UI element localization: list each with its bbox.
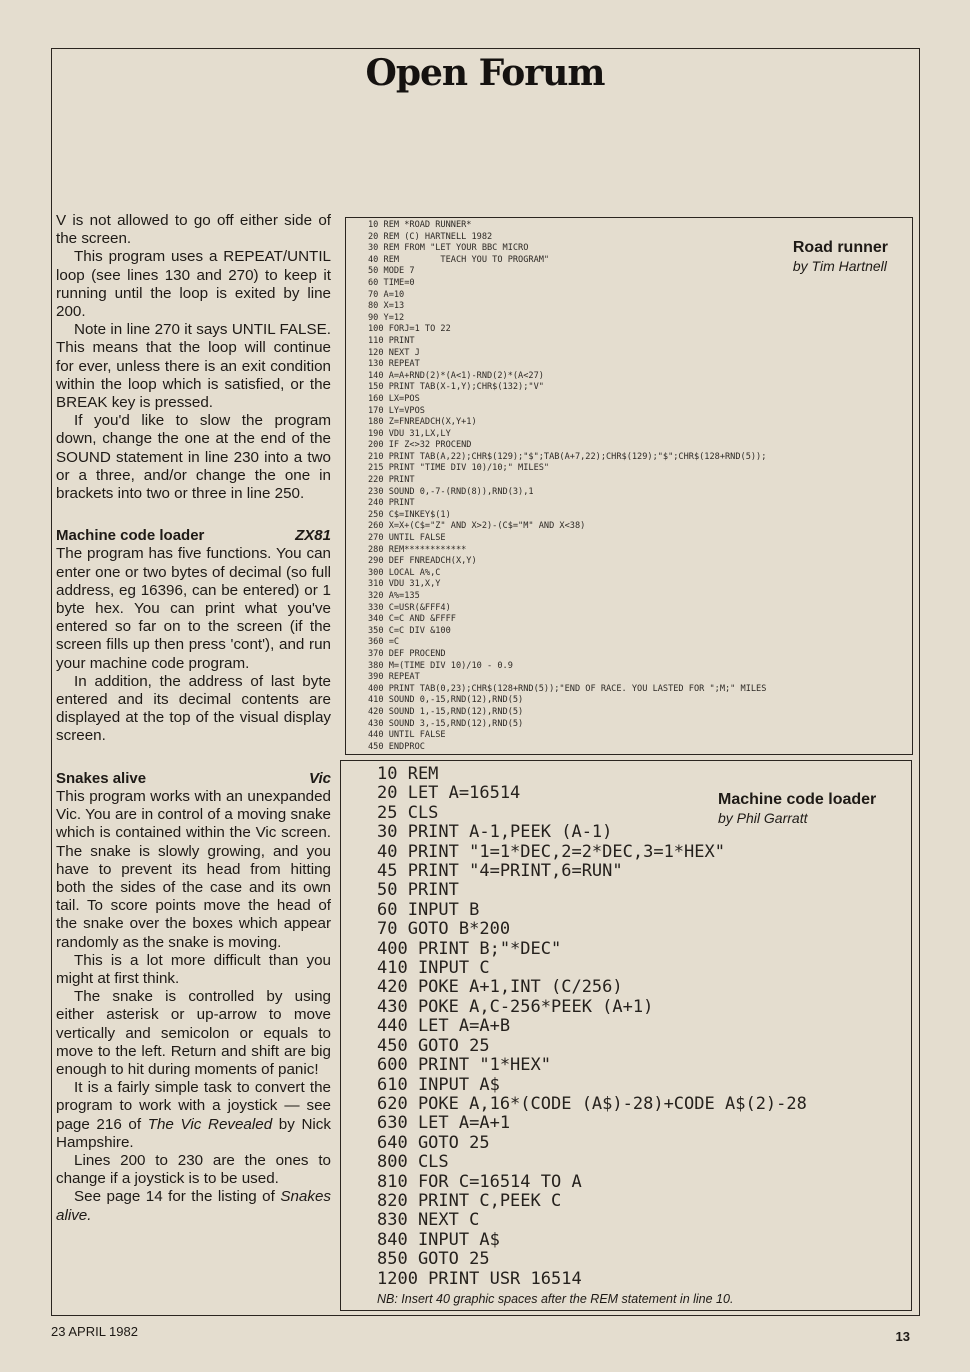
road-runner-listing <box>345 217 913 755</box>
code-listing: 10 REM 20 LET A=16514 25 CLS 30 PRINT A-1,PEEK (A-1) 40 PRINT "1=1*DEC,2=2*DEC,3=1*HEX" 45 PRINT "4=PRINT,6=RUN" 50 PRINT 60 INPUT B 70 GOTO B*200 400 PRINT B;"*DEC" 410 INPUT C 420 POKE A+1,INT (C/256) 430 POKE A,C-256*PEEK (A+1) 440 LET A=A+B 450 GOTO 25 600 PRINT "1*HEX" 610 INPUT A$ 620 POKE A,16*(CODE (A$)-28)+CODE A$(2)-28 630 LET A=A+1 640 GOTO 25 800 CLS 810 FOR C=16514 TO A 820 PRINT C,PEEK C 830 NEXT C 840 INPUT A$ 850 GOTO 25 1200 PRINT USR 16514 <box>377 764 807 1289</box>
listing-byline: by Phil Garratt <box>718 810 808 826</box>
paragraph: This program uses a REPEAT/UNTIL loop (see lines 130 and 270) to keep it running until the loop is exited by line 200. <box>56 248 331 321</box>
code-listing: 10 REM *ROAD RUNNER* 20 REM (C) HARTNELL 1982 30 REM FROM "LET YOUR BBC MICRO 40 REM TEACH YOU TO PROGRAM" 50 MODE 7 60 TIME=0 70 A=10 80 X=13 90 Y=12 100 FORJ=1 TO 22 110 PRINT 120 NEXT J 130 REPEAT 140 A=A+RND(2)*(A<1)-RND(2)*(A<27) 150 PRINT TAB(X-1,Y);CHR$(132);"V" 160 LX=POS 170 LY=VPOS 180 Z=FNREADCH(X,Y+1) 190 VDU 31,LX,LY 200 IF Z<>32 PROCEND 210 PRINT TAB(A,22);CHR$(129);"$";TAB(A+7,22);CHR$(129);"$";CHR$(128+RND(5)); 215 PRINT "TIME DIV 10)/10;" MILES" 220 PRINT 230 SOUND 0,-7-(RND(8)),RND(3),1 240 PRINT 250 C$=INKEY$(1) 260 X=X+(C$="Z" AND X>2)-(C$="M" AND X<38) 270 UNTIL FALSE 280 REM************ 290 DEF FNREADCH(X,Y) 300 LOCAL A%,C 310 VDU 31,X,Y 320 A%=135 330 C=USR(&FFF4) 340 C=C AND &FFFF 350 C=C DIV &100 360 =C 370 DEF PROCEND 380 M=(TIME DIV 10)/10 - 0.9 390 REPEAT 400 PRINT TAB(0,23);CHR$(128+RND(5));"END OF RACE. YOU LASTED FOR ";M;" MILES 410 SOUND 0,-15,RND(12),RND(5) 420 SOUND 1,-15,RND(12),RND(5) 430 SOUND 3,-15,RND(12),RND(5) 440 UNTIL FALSE 450 ENDPROC <box>368 220 767 752</box>
paragraph <box>56 1188 331 1224</box>
paragraph: In addition, the address of last byte entered and its decimal contents are displayed at the top of the visual display screen. <box>56 672 331 745</box>
machine-tag: Vic <box>309 769 331 787</box>
paragraph: The snake is controlled by using either asterisk or up-arrow to move vertically and semicolon or equals to move to the left. Return and shift are big enough to hit during moments of panic! <box>56 988 331 1078</box>
listing-title: Machine code loader <box>718 791 877 808</box>
paragraph: If you'd like to slow the program down, change the one at the end of the SOUND statement in line 230 into a two or a three, and/or change the one in brackets into two or three in line 250. <box>56 412 331 503</box>
listing-byline: by Tim Hartnell <box>792 258 887 274</box>
page-number: 13 <box>895 1329 910 1344</box>
paragraph: The program has five functions. You can enter one or two bytes of decimal (so full address, eg 16396, can be entered) or 1 byte hex. You can print what you've entered so far on to the screen (if the screen fills up then press 'cont'), and run your machine code program. <box>56 545 331 672</box>
section-title: Snakes alive <box>56 769 147 787</box>
page-title: Open Forum <box>365 52 605 94</box>
text-run: It is a fairly simple task to convert the program to work with a joystick — see page 216 of <box>56 1079 331 1133</box>
paragraph: V is not allowed to go off either side of the screen. <box>56 212 331 248</box>
text-run: by Nick Hampshire. <box>56 1115 331 1151</box>
listing-caption <box>793 238 888 275</box>
section-heading-snakes <box>56 770 331 788</box>
listing-title: Road runner <box>792 239 888 256</box>
paragraph: Note in line 270 it says UNTIL FALSE. This means that the loop will continue for ever, unless there is an exit condition within the loop which is satisfied, or the BREAK key is pressed. <box>56 321 331 412</box>
book-title: The Vic Revealed <box>147 1115 273 1133</box>
machine-tag: ZX81 <box>295 527 331 545</box>
listing-note: NB: Insert 40 graphic spaces after the REM statement in line 10. <box>377 1292 734 1306</box>
text-run: See page 14 for the listing of <box>74 1188 281 1206</box>
footer-date: 23 APRIL 1982 <box>51 1324 138 1339</box>
program-title: Snakes alive. <box>56 1188 331 1224</box>
machine-code-loader-listing <box>340 760 912 1311</box>
paragraph: This program works with an unexpanded Vic. You are in control of a moving snake which is contained within the Vic screen. The snake is slowly growing, and you have to prevent its head from hitting both the sides of the case and its own tail. To score points move the head of the snake over the boxes which appear randomly as the snake is moving. <box>56 787 331 951</box>
section-heading-machine-code <box>56 527 331 545</box>
paragraph: Lines 200 to 230 are the ones to change if a joystick is to be used. <box>56 1151 331 1188</box>
listing-caption <box>718 790 876 827</box>
paragraph: This is a lot more difficult than you might at first think. <box>56 951 331 987</box>
paragraph <box>56 1079 331 1152</box>
left-column <box>56 212 331 1225</box>
section-title: Machine code loader <box>56 527 205 545</box>
